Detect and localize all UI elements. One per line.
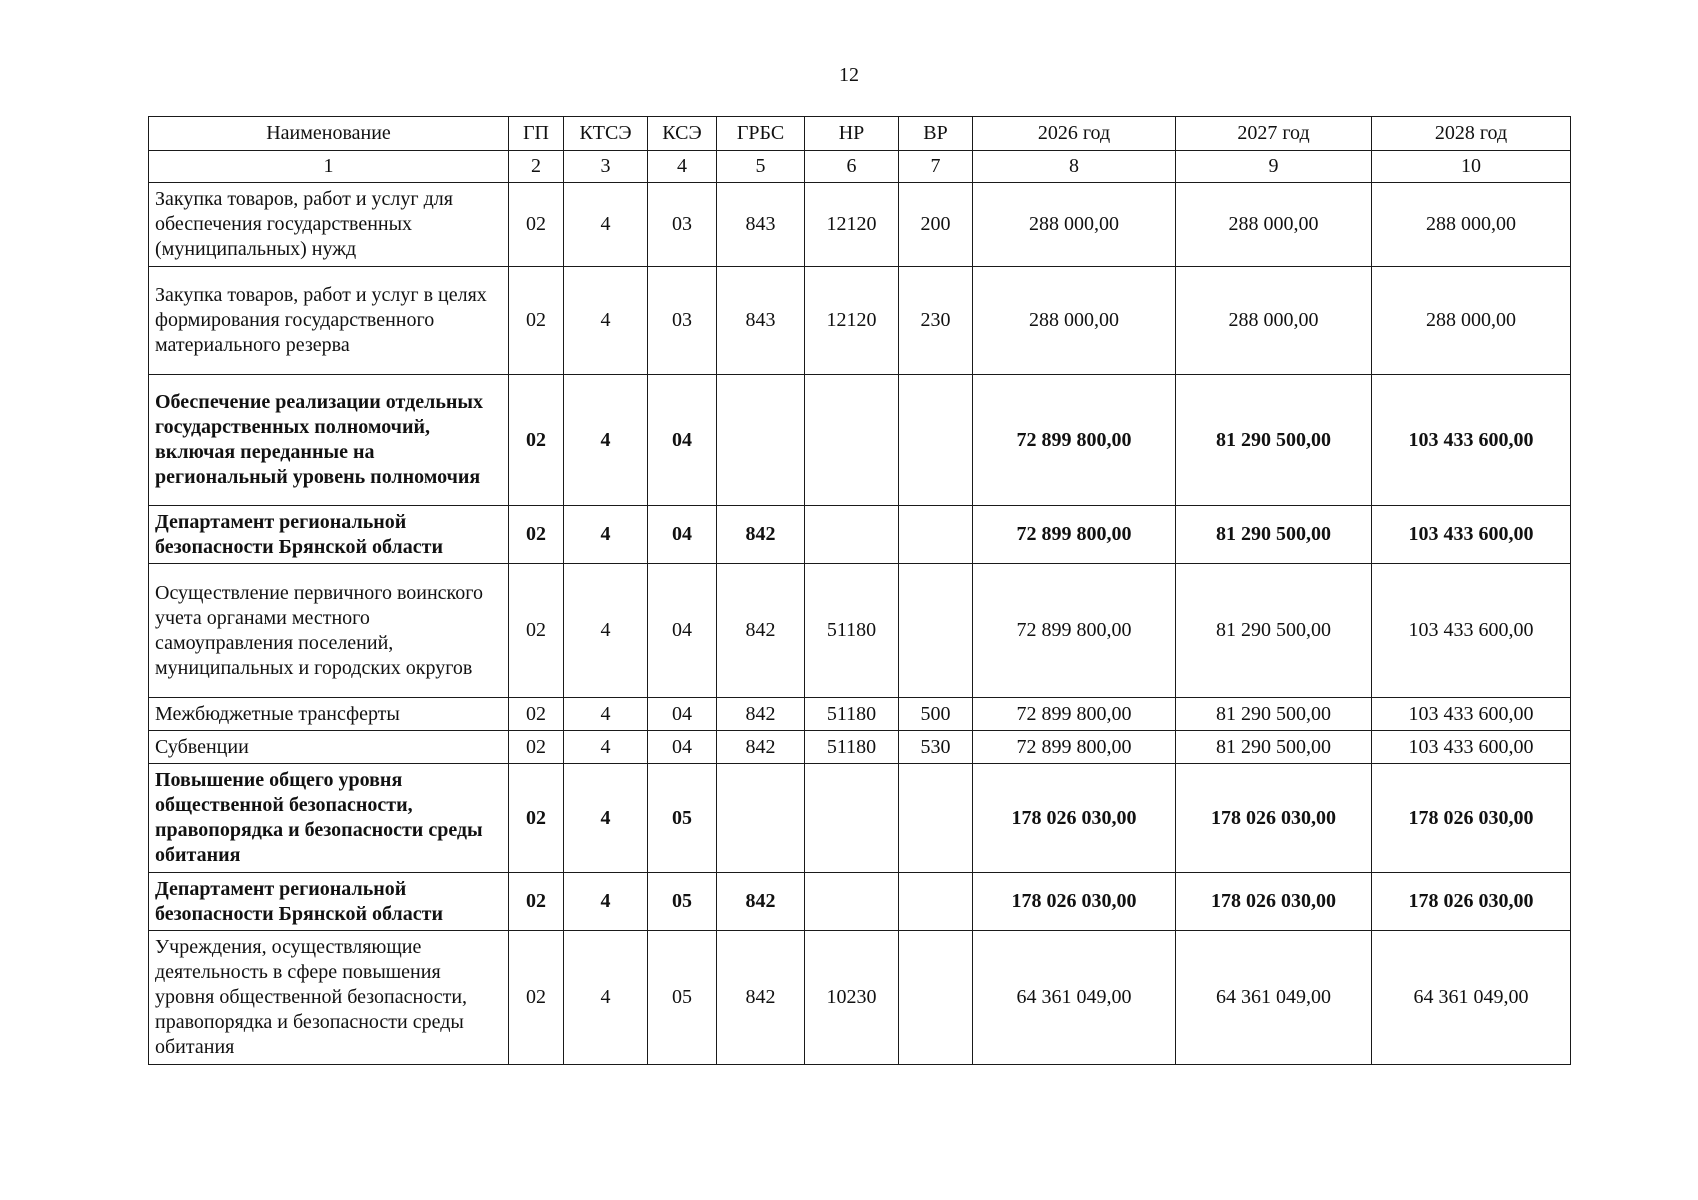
column-number: 3 <box>564 151 648 183</box>
table-row <box>149 931 1571 1065</box>
row-2026: 288 000,00 <box>973 267 1176 375</box>
row-2026: 72 899 800,00 <box>973 375 1176 506</box>
row-nr: 12120 <box>805 267 899 375</box>
row-ktse: 4 <box>564 183 648 267</box>
row-ktse: 4 <box>564 731 648 764</box>
row-name: Департамент региональной безопасности Брянской области <box>149 506 509 564</box>
column-number: 9 <box>1176 151 1372 183</box>
row-2026: 178 026 030,00 <box>973 764 1176 873</box>
header-name: Наименование <box>149 117 509 151</box>
row-name: Межбюджетные трансферты <box>149 698 509 731</box>
table-row <box>149 564 1571 698</box>
row-vr <box>899 375 973 506</box>
row-gp: 02 <box>509 931 564 1065</box>
header-ktse: КТСЭ <box>564 117 648 151</box>
row-kse: 04 <box>648 731 717 764</box>
header-row <box>149 117 1571 151</box>
row-nr <box>805 506 899 564</box>
row-vr: 530 <box>899 731 973 764</box>
row-2026: 64 361 049,00 <box>973 931 1176 1065</box>
row-name: Департамент региональной безопасности Брянской области <box>149 873 509 931</box>
row-kse: 05 <box>648 931 717 1065</box>
row-kse: 04 <box>648 506 717 564</box>
header-gp: ГП <box>509 117 564 151</box>
row-2027: 81 290 500,00 <box>1176 564 1372 698</box>
row-grbs <box>717 764 805 873</box>
row-2027: 178 026 030,00 <box>1176 764 1372 873</box>
row-gp: 02 <box>509 764 564 873</box>
row-2028: 103 433 600,00 <box>1372 375 1571 506</box>
row-2026: 178 026 030,00 <box>973 873 1176 931</box>
row-vr <box>899 564 973 698</box>
row-vr <box>899 931 973 1065</box>
row-name: Учреждения, осуществляющие деятельность в сфере повышения уровня общественной безопасности, правопорядка и безопасности среды обитания <box>149 931 509 1065</box>
table-row <box>149 183 1571 267</box>
row-grbs: 842 <box>717 698 805 731</box>
row-grbs: 842 <box>717 731 805 764</box>
table-row <box>149 698 1571 731</box>
row-gp: 02 <box>509 564 564 698</box>
row-2026: 288 000,00 <box>973 183 1176 267</box>
row-2027: 288 000,00 <box>1176 267 1372 375</box>
row-kse: 04 <box>648 375 717 506</box>
row-2026: 72 899 800,00 <box>973 731 1176 764</box>
row-nr <box>805 873 899 931</box>
row-vr: 230 <box>899 267 973 375</box>
row-2028: 288 000,00 <box>1372 183 1571 267</box>
row-ktse: 4 <box>564 873 648 931</box>
column-number: 2 <box>509 151 564 183</box>
column-number: 6 <box>805 151 899 183</box>
row-grbs: 842 <box>717 564 805 698</box>
row-ktse: 4 <box>564 564 648 698</box>
row-2028: 103 433 600,00 <box>1372 698 1571 731</box>
row-kse: 04 <box>648 564 717 698</box>
row-vr <box>899 873 973 931</box>
row-kse: 03 <box>648 183 717 267</box>
row-ktse: 4 <box>564 698 648 731</box>
row-2026: 72 899 800,00 <box>973 698 1176 731</box>
row-2028: 103 433 600,00 <box>1372 564 1571 698</box>
row-kse: 05 <box>648 873 717 931</box>
row-nr: 51180 <box>805 698 899 731</box>
header-vr: ВР <box>899 117 973 151</box>
row-nr <box>805 375 899 506</box>
row-2028: 178 026 030,00 <box>1372 764 1571 873</box>
row-nr: 12120 <box>805 183 899 267</box>
row-grbs: 842 <box>717 506 805 564</box>
row-name: Повышение общего уровня общественной безопасности, правопорядка и безопасности среды обитания <box>149 764 509 873</box>
table-row <box>149 375 1571 506</box>
column-number: 4 <box>648 151 717 183</box>
row-nr: 51180 <box>805 731 899 764</box>
row-gp: 02 <box>509 731 564 764</box>
row-grbs: 842 <box>717 931 805 1065</box>
row-gp: 02 <box>509 267 564 375</box>
table-row <box>149 764 1571 873</box>
row-gp: 02 <box>509 698 564 731</box>
row-nr: 51180 <box>805 564 899 698</box>
row-2027: 81 290 500,00 <box>1176 375 1372 506</box>
row-2027: 81 290 500,00 <box>1176 731 1372 764</box>
row-vr <box>899 506 973 564</box>
column-number-row <box>149 151 1571 183</box>
table-row <box>149 731 1571 764</box>
row-ktse: 4 <box>564 931 648 1065</box>
table-row <box>149 873 1571 931</box>
row-gp: 02 <box>509 506 564 564</box>
row-2028: 103 433 600,00 <box>1372 506 1571 564</box>
header-kse: КСЭ <box>648 117 717 151</box>
row-name: Субвенции <box>149 731 509 764</box>
header-2026: 2026 год <box>973 117 1176 151</box>
header-grbs: ГРБС <box>717 117 805 151</box>
row-2026: 72 899 800,00 <box>973 506 1176 564</box>
row-2027: 64 361 049,00 <box>1176 931 1372 1065</box>
row-ktse: 4 <box>564 375 648 506</box>
column-number: 10 <box>1372 151 1571 183</box>
column-number: 1 <box>149 151 509 183</box>
row-kse: 05 <box>648 764 717 873</box>
row-kse: 04 <box>648 698 717 731</box>
row-ktse: 4 <box>564 506 648 564</box>
row-grbs: 843 <box>717 183 805 267</box>
row-2028: 64 361 049,00 <box>1372 931 1571 1065</box>
row-kse: 03 <box>648 267 717 375</box>
row-2027: 81 290 500,00 <box>1176 698 1372 731</box>
table-row <box>149 506 1571 564</box>
row-grbs: 842 <box>717 873 805 931</box>
column-number: 5 <box>717 151 805 183</box>
row-name: Осуществление первичного воинского учета органами местного самоуправления поселений, муниципальных и городских округов <box>149 564 509 698</box>
row-gp: 02 <box>509 873 564 931</box>
header-2027: 2027 год <box>1176 117 1372 151</box>
row-ktse: 4 <box>564 764 648 873</box>
row-2028: 103 433 600,00 <box>1372 731 1571 764</box>
row-2026: 72 899 800,00 <box>973 564 1176 698</box>
budget-table <box>148 116 1571 1065</box>
row-vr: 500 <box>899 698 973 731</box>
row-ktse: 4 <box>564 267 648 375</box>
row-gp: 02 <box>509 183 564 267</box>
row-vr <box>899 764 973 873</box>
row-grbs: 843 <box>717 267 805 375</box>
row-2028: 178 026 030,00 <box>1372 873 1571 931</box>
row-2027: 81 290 500,00 <box>1176 506 1372 564</box>
row-name: Обеспечение реализации отдельных государственных полномочий, включая переданные на региональный уровень полномочия <box>149 375 509 506</box>
row-2027: 288 000,00 <box>1176 183 1372 267</box>
row-name: Закупка товаров, работ и услуг для обеспечения государственных (муниципальных) нужд <box>149 183 509 267</box>
row-gp: 02 <box>509 375 564 506</box>
row-2028: 288 000,00 <box>1372 267 1571 375</box>
header-2028: 2028 год <box>1372 117 1571 151</box>
row-nr <box>805 764 899 873</box>
row-name: Закупка товаров, работ и услуг в целях формирования государственного материального резерва <box>149 267 509 375</box>
row-grbs <box>717 375 805 506</box>
table-row <box>149 267 1571 375</box>
column-number: 8 <box>973 151 1176 183</box>
page-number: 12 <box>839 64 859 86</box>
row-vr: 200 <box>899 183 973 267</box>
row-nr: 10230 <box>805 931 899 1065</box>
column-number: 7 <box>899 151 973 183</box>
header-nr: НР <box>805 117 899 151</box>
row-2027: 178 026 030,00 <box>1176 873 1372 931</box>
